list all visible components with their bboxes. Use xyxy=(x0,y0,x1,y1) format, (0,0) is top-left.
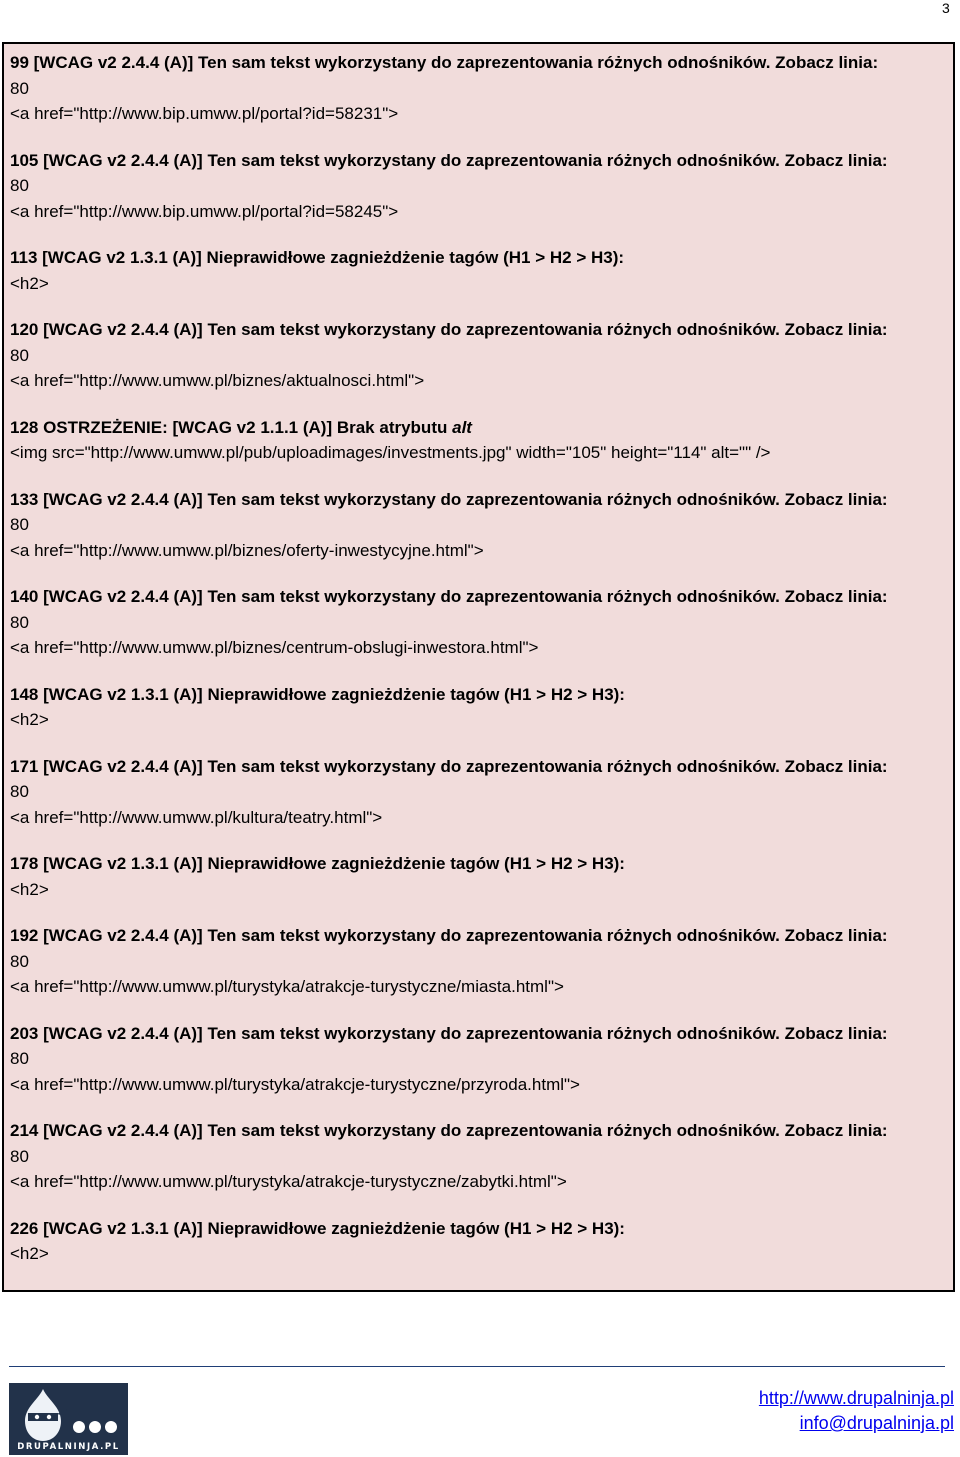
entry-line-number: 80 xyxy=(10,1146,29,1166)
website-link[interactable]: http://www.drupalninja.pl xyxy=(758,1388,954,1408)
email-link[interactable]: info@drupalninja.pl xyxy=(799,1413,954,1433)
entry-title-text: 171 [WCAG v2 2.4.4 (A)] Ten sam tekst wykorzystany do zaprezentowania różnych odnośników. Zobacz linia: xyxy=(10,756,888,776)
report-entry xyxy=(10,1021,949,1098)
entry-title xyxy=(10,584,949,610)
entry-title xyxy=(10,1216,949,1242)
entry-line-number: 80 xyxy=(10,345,29,365)
page-number: 3 xyxy=(942,0,950,16)
entry-title xyxy=(10,1021,949,1047)
drupalninja-logo xyxy=(9,1383,128,1455)
report-entry xyxy=(10,50,949,127)
footer-divider xyxy=(9,1366,945,1367)
entry-title-text: 99 [WCAG v2 2.4.4 (A)] Ten sam tekst wykorzystany do zaprezentowania różnych odnośników. Zobacz linia: xyxy=(10,53,879,72)
entry-title xyxy=(10,754,949,780)
entry-title xyxy=(10,682,949,708)
entry-title-text: 113 [WCAG v2 1.3.1 (A)] Nieprawidłowe zagnieżdżenie tagów (H1 > H2 > H3): xyxy=(10,248,625,267)
entry-code-snippet: <a href="http://www.umww.pl/kultura/teatry.html"> xyxy=(10,807,383,827)
entry-title-text: 192 [WCAG v2 2.4.4 (A)] Ten sam tekst wykorzystany do zaprezentowania różnych odnośników. Zobacz linia: xyxy=(10,926,888,945)
entry-code-snippet: <a href="http://www.umww.pl/turystyka/atrakcje-turystyczne/miasta.html"> xyxy=(10,977,564,996)
entry-title-text: 128 OSTRZEŻENIE: [WCAG v2 1.1.1 (A)] Brak atrybutu xyxy=(10,417,448,437)
entry-code-snippet: <h2> xyxy=(10,1244,49,1263)
entry-title xyxy=(10,1118,949,1144)
logo-text: DRUPALNINJA.PL xyxy=(17,1442,120,1452)
report-entry xyxy=(10,317,949,394)
report-box xyxy=(2,42,955,1292)
entry-title-text: 178 [WCAG v2 1.3.1 (A)] Nieprawidłowe zagnieżdżenie tagów (H1 > H2 > H3): xyxy=(10,854,625,873)
entry-line-number: 80 xyxy=(10,78,29,98)
footer-contact xyxy=(759,1386,954,1436)
entry-title-attribute: alt xyxy=(452,417,472,437)
entry-code-snippet: <a href="http://www.umww.pl/biznes/oferty-inwestycyjne.html"> xyxy=(10,540,484,560)
entry-title-text: 203 [WCAG v2 2.4.4 (A)] Ten sam tekst wykorzystany do zaprezentowania różnych odnośników. Zobacz linia: xyxy=(10,1023,888,1043)
entry-code-snippet: <h2> xyxy=(10,710,49,729)
entry-title-text: 226 [WCAG v2 1.3.1 (A)] Nieprawidłowe zagnieżdżenie tagów (H1 > H2 > H3): xyxy=(10,1218,625,1238)
entry-title xyxy=(10,923,949,949)
report-entry xyxy=(10,148,949,225)
entry-code-snippet: <a href="http://www.umww.pl/biznes/aktualnosci.html"> xyxy=(10,371,425,390)
entry-title-text: 120 [WCAG v2 2.4.4 (A)] Ten sam tekst wykorzystany do zaprezentowania różnych odnośników. Zobacz linia: xyxy=(10,320,888,339)
report-entry xyxy=(10,1216,949,1267)
entry-title xyxy=(10,415,949,441)
entry-title-text: 105 [WCAG v2 2.4.4 (A)] Ten sam tekst wykorzystany do zaprezentowania różnych odnośników. Zobacz linia: xyxy=(10,150,888,170)
entry-line-number: 80 xyxy=(10,612,29,632)
entry-title xyxy=(10,487,949,513)
report-entry xyxy=(10,1118,949,1195)
report-entry xyxy=(10,682,949,733)
entry-line-number: 80 xyxy=(10,176,29,195)
report-entries xyxy=(10,50,949,1267)
entry-title xyxy=(10,851,949,877)
entry-code-snippet: <h2> xyxy=(10,273,49,293)
entry-code-snippet: <h2> xyxy=(10,879,49,899)
entry-code-snippet: <img src="http://www.umww.pl/pub/uploadimages/investments.jpg" width="105" height="114" alt="" /> xyxy=(10,443,771,462)
entry-line-number: 80 xyxy=(10,1049,29,1068)
entry-title-text: 140 [WCAG v2 2.4.4 (A)] Ten sam tekst wykorzystany do zaprezentowania różnych odnośników. Zobacz linia: xyxy=(10,587,888,606)
entry-code-snippet: <a href="http://www.umww.pl/turystyka/atrakcje-turystyczne/przyroda.html"> xyxy=(10,1074,580,1094)
entry-title xyxy=(10,50,949,76)
entry-title-text: 214 [WCAG v2 2.4.4 (A)] Ten sam tekst wykorzystany do zaprezentowania różnych odnośników. Zobacz linia: xyxy=(10,1121,888,1140)
entry-line-number: 80 xyxy=(10,951,29,971)
entry-title xyxy=(10,245,949,271)
entry-title-text: 133 [WCAG v2 2.4.4 (A)] Ten sam tekst wykorzystany do zaprezentowania różnych odnośników. Zobacz linia: xyxy=(10,489,888,509)
entry-title xyxy=(10,317,949,343)
entry-code-snippet: <a href="http://www.umww.pl/turystyka/atrakcje-turystyczne/zabytki.html"> xyxy=(10,1172,567,1191)
entry-line-number: 80 xyxy=(10,515,29,534)
entry-code-snippet: <a href="http://www.umww.pl/biznes/centrum-obslugi-inwestora.html"> xyxy=(10,638,539,657)
entry-line-number: 80 xyxy=(10,782,29,801)
entry-code-snippet: <a href="http://www.bip.umww.pl/portal?id=58245"> xyxy=(10,201,399,221)
report-entry xyxy=(10,415,949,466)
report-entry xyxy=(10,851,949,902)
entry-title-text: 148 [WCAG v2 1.3.1 (A)] Nieprawidłowe zagnieżdżenie tagów (H1 > H2 > H3): xyxy=(10,684,625,704)
report-entry xyxy=(10,245,949,296)
report-entry xyxy=(10,584,949,661)
entry-code-snippet: <a href="http://www.bip.umww.pl/portal?id=58231"> xyxy=(10,104,399,123)
report-entry xyxy=(10,754,949,831)
report-entry xyxy=(10,487,949,564)
report-entry xyxy=(10,923,949,1000)
entry-title xyxy=(10,148,949,174)
